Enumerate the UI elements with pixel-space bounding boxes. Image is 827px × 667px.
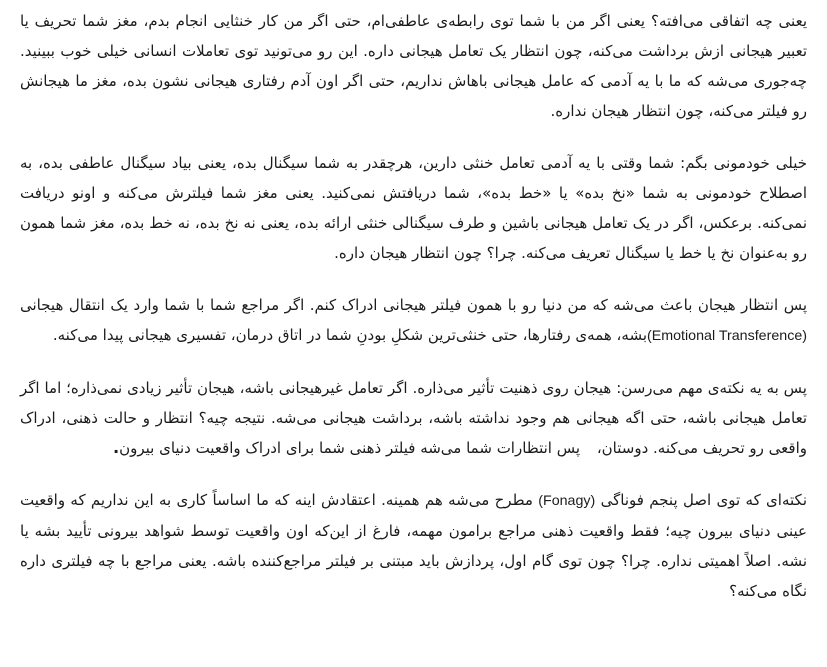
paragraph-4 xyxy=(20,373,807,463)
paragraph-4-text: پس به یه نکته‌ی مهم می‌رسن: هیجان روی ذهنیت تأثیر می‌ذاره. اگر تعامل غیرهیجانی باشه، هیجان تأثیر زیادی نمی‌ذاره؛ اما اگر تعامل هیجانی باشه، حتی اگه هیجانی هم وجود نداشته باشه، برداشت هیجانی می‌شه. نتیجه چیه؟ انتظار و حالت ذهنی، ادراک واقعی رو تحریف می‌کنه. دوستان، xyxy=(20,379,807,457)
paragraph-2-text: خیلی خودمونی بگم: شما وقتی با یه آدمی تعامل خنثی دارین، هرچقدر به شما سیگنال بده، یعنی بیاد سیگنال عاطفی بده، به اصطلاح خودمونی به شما «نخ بده» یا «خط بده»، شما دریافتش نمی‌کنید. یعنی مغز شما فیلترش می‌کنه و اونو دریافت نمی‌کنه. برعکس، اگر در یک تعامل هیجانی باشین و طرف سیگنالی خنثی ارائه بده، یعنی نه نخ بده، نه خط بده، مغز شما همون رو به‌عنوان نخ یا خط یا سیگنال تعریف می‌کنه. چرا؟ چون انتظار هیجان داره. xyxy=(20,154,807,262)
paragraph-1-text: یعنی چه اتفاقی می‌افته؟ یعنی اگر من با شما توی رابطه‌ی عاطفی‌ام، حتی اگر من کار خنثایی انجام بدم، مغز شما تحریف یا تعبیر هیجانی ازش برداشت می‌کنه، چون انتظار یک تعامل هیجانی داره. این رو می‌تونید توی تعاملات انسانی خیلی خوب ببینید. چه‌جوری می‌شه که ما با یه آدمی که عامل هیجانی باهاش نداریم، حتی اگر اون آدم رفتاری هیجانی نشون بده، مغز ما هیجانش رو فیلتر می‌کنه، چون انتظار هیجان نداره. xyxy=(20,12,807,120)
paragraph-5-text-after-english: مطرح می‌شه هم همینه. اعتقادش اینه که ما اساساً کاری به این نداریم که واقعیت عینی دنیای بیرون چیه؛ فقط واقعیت ذهنی مراجع برامون مهمه، فارغ از این‌که اون واقعیت توسط شواهد بیرونی تأیید بشه یا نشه. اصلاً اهمیتی نداره. چرا؟ چون توی گام اول، پردازش باید مبتنی بر فیلتر مراجع‌کننده باشه. یعنی مراجع با چه فیلتری داره نگاه می‌کنه؟ xyxy=(20,491,807,600)
paragraph-3-text-before-english: پس انتظار هیجان باعث می‌شه که من دنیا رو با همون فیلتر هیجانی ادراک کنم. اگر مراجع شما با شما وارد یک انتقال هیجانی xyxy=(20,296,807,314)
emphasized-sentence: پس انتظارات شما می‌شه فیلتر ذهنی شما برای ادراک واقعیت دنیای بیرون xyxy=(119,439,581,457)
bold-period: . xyxy=(112,438,120,457)
paragraph-1 xyxy=(20,6,807,126)
paragraph-2 xyxy=(20,148,807,268)
paragraph-5 xyxy=(20,485,807,606)
paragraph-5-text-before-english: نکته‌ای که توی اصل پنجم فوناگی xyxy=(595,491,807,509)
english-term-emotional-transference: (Emotional Transference) xyxy=(647,328,807,344)
english-term-fonagy: (Fonagy) xyxy=(538,493,596,509)
paragraph-3 xyxy=(20,290,807,351)
paragraph-3-text-after-english: بشه، همه‌ی رفتارها، حتی خنثی‌ترین شکلِ بودنِ شما در اتاق درمان، تفسیری هیجانی پیدا می‌کنه. xyxy=(52,326,647,344)
